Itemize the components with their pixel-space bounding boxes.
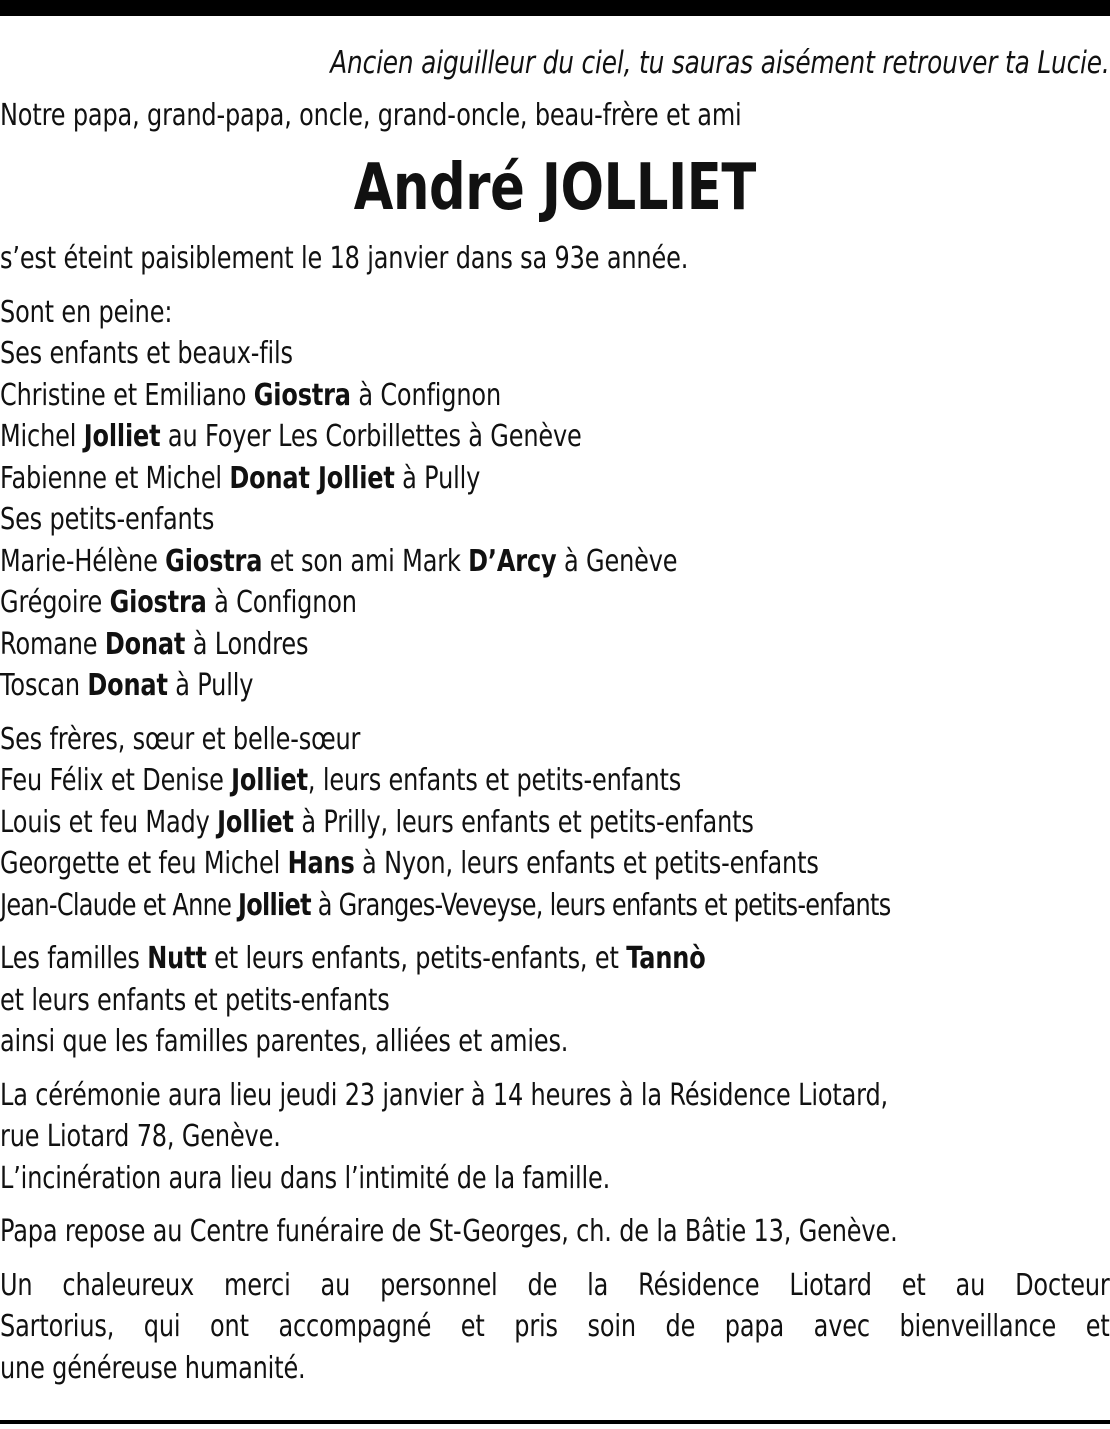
- child-entry: Michel Jolliet au Foyer Les Corbillettes à Genève: [0, 419, 582, 454]
- bottom-rule: [0, 1420, 1110, 1424]
- child-entry: Christine et Emiliano Giostra à Confignon: [0, 377, 502, 413]
- sibling-entry: Feu Félix et Denise Jolliet, leurs enfants et petits-enfants: [0, 763, 682, 798]
- ceremony-line: La cérémonie aura lieu jeudi 23 janvier à 14 heures à la Résidence Liotard,: [0, 1077, 888, 1113]
- ceremony-line: rue Liotard 78, Genève.: [0, 1119, 281, 1154]
- siblings-heading: Ses frères, sœur et belle-sœur: [0, 721, 361, 757]
- sibling-entry: Georgette et feu Michel Hans à Nyon, leurs enfants et petits-enfants: [0, 846, 819, 881]
- child-entry: Fabienne et Michel Donat Jolliet à Pully: [0, 460, 481, 496]
- families-line: et leurs enfants et petits-enfants: [0, 982, 390, 1018]
- grandchild-entry: Toscan Donat à Pully: [0, 668, 254, 703]
- deceased-name: André JOLLIET: [353, 151, 756, 225]
- families-line: ainsi que les familles parentes, alliées et amies.: [0, 1024, 569, 1059]
- thanks-line: Un chaleureux merci au personnel de la Résidence Liotard et au Docteur: [0, 1267, 1110, 1303]
- mourners-heading: Sont en peine:: [0, 294, 173, 330]
- obituary-notice: [0, 40, 1110, 1389]
- sibling-entry: Jean-Claude et Anne Jolliet à Granges-Veveyse, leurs enfants et petits-enfants: [0, 887, 891, 923]
- epigraph: Ancien aiguilleur du ciel, tu sauras aisément retrouver ta Lucie.: [330, 45, 1110, 81]
- rest-line: Papa repose au Centre funéraire de St-Georges, ch. de la Bâtie 13, Genève.: [0, 1214, 898, 1249]
- top-rule: [0, 0, 1110, 16]
- thanks-line: Sartorius, qui ont accompagné et pris soin de papa avec bienveillance et: [0, 1309, 1110, 1344]
- grandchild-entry: Marie-Hélène Giostra et son ami Mark D’Arcy à Genève: [0, 543, 678, 579]
- children-heading: Ses enfants et beaux-fils: [0, 336, 293, 371]
- death-line: s’est éteint paisiblement le 18 janvier dans sa 93e année.: [0, 241, 689, 276]
- families-line: Les familles Nutt et leurs enfants, petits-enfants, et Tannò: [0, 941, 706, 976]
- ceremony-line: L’incinération aura lieu dans l’intimité de la famille.: [0, 1160, 611, 1196]
- grandchild-entry: Romane Donat à Londres: [0, 626, 309, 662]
- grandchild-entry: Grégoire Giostra à Confignon: [0, 585, 357, 620]
- thanks-line: une généreuse humanité.: [0, 1350, 306, 1386]
- intro-line: Notre papa, grand-papa, oncle, grand-oncle, beau-frère et ami: [0, 98, 742, 133]
- sibling-entry: Louis et feu Mady Jolliet à Prilly, leurs enfants et petits-enfants: [0, 804, 754, 840]
- grandchildren-heading: Ses petits-enfants: [0, 502, 215, 537]
